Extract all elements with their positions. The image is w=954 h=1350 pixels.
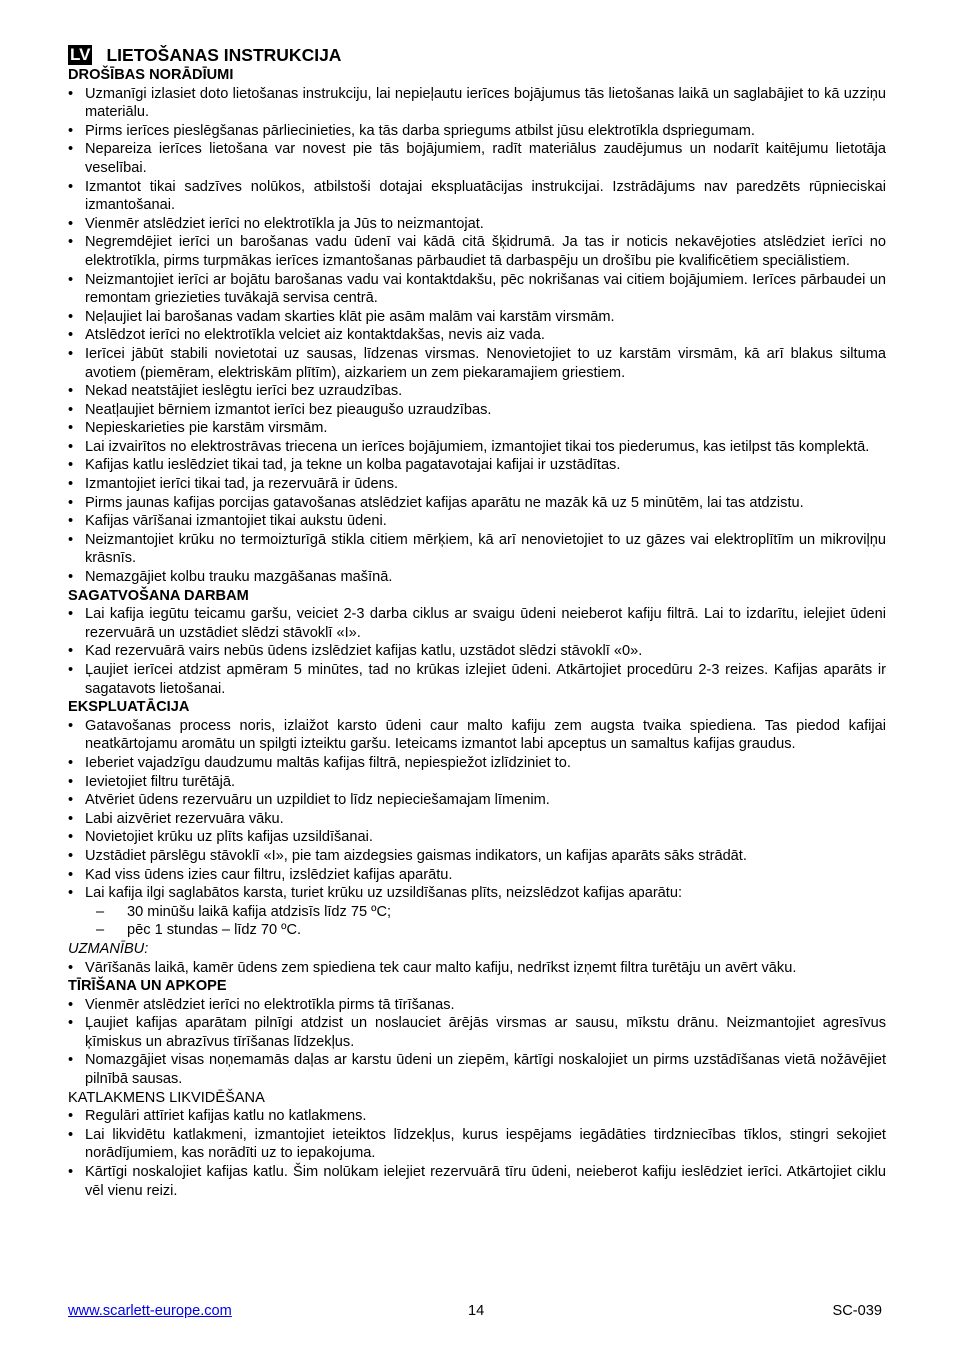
language-badge: LV — [70, 45, 91, 64]
list-item: • Kafijas vārīšanai izmantojiet tikai aukstu ūdeni. — [68, 512, 886, 531]
list-item: • Negremdējiet ierīci un barošanas vadu ūdenī vai kādā citā šķidrumā. Ja tas ir noticis nekavējoties atslēdziet ierīci no elektrotīkla, pirms turpmākas ierīces izmantošanas pārbaudiet tā darbaspēju un drošību pie kvalificētiem speciālistiem. — [68, 233, 886, 270]
section-heading-cleaning: TĪRĪŠANA UN APKOPE — [68, 978, 227, 995]
list-item: • Ļaujiet ierīcei atdzist apmēram 5 minūtes, tad no krūkas izlejiet ūdeni. Atkārtojiet procedūru 2-3 reizes. Kafijas aparāts ir sagatavots lietošanai. — [68, 661, 886, 698]
list-item: • Kad rezervuārā vairs nebūs ūdens izslēdziet kafijas katlu, uzstādot slēdzi stāvoklī «0». — [68, 642, 886, 661]
list-item: – 30 minūšu laikā kafija atdzisīs līdz 75 ºC; — [68, 903, 886, 922]
list-item: • Neizmantojiet krūku no termoizturīgā stikla citiem mērķiem, kā arī nenovietojiet to uz gāzes vai elektroplītīm un mikroviļņu krāsnīs. — [68, 531, 886, 568]
list-item: • Gatavošanas process noris, izlaižot karsto ūdeni caur malto kafiju zem augsta tvaika spiediena. Tas piedod kafijai neatkārtojamu aromātu un spilgti izteiktu garšu. Ieteicams izmantot labi apceptus un samaltus kafijas graudus. — [68, 717, 886, 754]
list-item: • Pirms ierīces pieslēgšanas pārliecinieties, ka tās darba spriegums atbilst jūsu elektrotīkla dspriegumam. — [68, 122, 886, 141]
list-item: • Lai kafija ilgi saglabātos karsta, turiet krūku uz uzsildīšanas plīts, neizslēdzot kafijas aparātu: — [68, 884, 886, 903]
list-item: • Vienmēr atslēdziet ierīci no elektrotīkla pirms tā tīrīšanas. — [68, 996, 886, 1015]
list-item: • Ierīcei jābūt stabili novietotai uz sausas, līdzenas virsmas. Nenovietojiet to uz karstām virsmām, kā arī blakus siltuma avotiem (piemēram, elektriskām plītīm), aizkariem un zem piekaramajiem griestiem. — [68, 345, 886, 382]
list-item: • Lai izvairītos no elektrostrāvas triecena un ierīces bojājumiem, izmantojiet tikai tos piederumus, kas ietilpst tās komplektā. — [68, 438, 886, 457]
list-item: • Kārtīgi noskalojiet kafijas katlu. Šim nolūkam ielejiet rezervuārā tīru ūdeni, neieberot kafiju ieslēdziet ierīci. Atkārtojiet ciklu vēl vienu reizi. — [68, 1163, 886, 1200]
list-item: • Neļaujiet lai barošanas vadam skarties klāt pie asām malām vai karstām virsmām. — [68, 308, 886, 327]
list-item: • Nekad neatstājiet ieslēgtu ierīci bez uzraudzības. — [68, 382, 886, 401]
section-heading-operation: EKSPLUATĀCIJA — [68, 699, 190, 716]
list-item: • Pirms jaunas kafijas porcijas gatavošanas atslēdziet kafijas aparātu ne mazāk kā uz 5 minūtēm, lai tas atdzistu. — [68, 494, 886, 513]
model-number: SC-039 — [832, 1303, 882, 1319]
list-item: • Ieberiet vajadzīgu daudzumu maltās kafijas filtrā, nepiespiežot izlīdziniet to. — [68, 754, 886, 773]
document-header — [68, 44, 886, 66]
list-item: • Uzstādiet pārslēgu stāvoklī «I», pie tam aizdegsies gaismas indikators, un kafijas aparāts sāks strādāt. — [68, 847, 886, 866]
list-item: • Nepieskarieties pie karstām virsmām. — [68, 419, 886, 438]
descaling-list — [68, 1107, 886, 1200]
page-number: 14 — [468, 1303, 485, 1319]
list-item: • Neizmantojiet ierīci ar bojātu barošanas vadu vai kontaktdakšu, pēc nokrišanas vai citiem bojājumiem. Ierīces pārbaudei un remontam griezieties tuvākajā servisa centrā. — [68, 271, 886, 308]
list-item: • Atvēriet ūdens rezervuāru un uzpildiet to līdz nepieciešamajam līmenim. — [68, 791, 886, 810]
preparation-list — [68, 605, 886, 698]
list-item: • Uzmanīgi izlasiet doto lietošanas instrukciju, lai nepieļautu ierīces bojājumus tās lietošanas laikā un saglabājiet to kā uzziņu materiālu. — [68, 85, 886, 122]
section-heading-safety: DROŠĪBAS NORĀDĪUMI — [68, 67, 234, 83]
operation-list — [68, 717, 886, 903]
warning-label: UZMANĪBU: — [68, 940, 149, 957]
list-item: • Lai kafija iegūtu teicamu garšu, veiciet 2-3 darba ciklus ar svaigu ūdeni neieberot kafiju filtrā. Lai to izdarītu, ielejiet ūdeni rezervuārā un uzstādiet slēdzi stāvoklī «I». — [68, 605, 886, 642]
list-item: • Ievietojiet filtru turētājā. — [68, 773, 886, 792]
list-item: • Neatļaujiet bērniem izmantot ierīci bez pieaugušo uzraudzības. — [68, 401, 886, 420]
list-item: • Kafijas katlu ieslēdziet tikai tad, ja tekne un kolba pagatavotajai kafijai ir uzstādītas. — [68, 456, 886, 475]
list-item: • Labi aizvēriet rezervuāra vāku. — [68, 810, 886, 829]
list-item: • Nemazgājiet kolbu trauku mazgāšanas mašīnā. — [68, 568, 886, 587]
operation-sub-list — [68, 903, 886, 940]
list-item: • Lai likvidētu katlakmeni, izmantojiet ieteiktos līdzekļus, kurus iespējams iegādāties tirdzniecības tīklos, stingri sekojiet norādījumiem, kas norādīti uz to iepakojuma. — [68, 1126, 886, 1163]
section-heading-descaling: KATLAKMENS LIKVIDĒŠANA — [68, 1089, 265, 1106]
list-item: • Nomazgājiet visas noņemamās daļas ar karstu ūdeni un ziepēm, kārtīgi noskalojiet un pirms uzstādīšanas vietā nožāvējiet pilnībā sausas. — [68, 1051, 886, 1088]
list-item: • Ļaujiet kafijas aparātam pilnīgi atdzist un noslauciet ārējās virsmas ar sausu, mīkstu drānu. Neizmantojiet agresīvus ķīmiskus un abrazīvus tīrīšanas līdzekļus. — [68, 1014, 886, 1051]
list-item: • Regulāri attīriet kafijas katlu no katlakmens. — [68, 1107, 886, 1126]
page-footer — [68, 1303, 882, 1323]
list-item: • Novietojiet krūku uz plīts kafijas uzsildīšanai. — [68, 828, 886, 847]
list-item: • Izmantojiet ierīci tikai tad, ja rezervuārā ir ūdens. — [68, 475, 886, 494]
safety-list — [68, 85, 886, 587]
list-item: • Atslēdzot ierīci no elektrotīkla velciet aiz kontaktdakšas, nevis aiz vada. — [68, 326, 886, 345]
list-item: • Nepareiza ierīces lietošana var novest pie tās bojājumiem, radīt materiālus zaudējumus un nodarīt kaitējumu lietotāja veselībai. — [68, 140, 886, 177]
list-item: • Vienmēr atslēdziet ierīci no elektrotīkla ja Jūs to neizmantojat. — [68, 215, 886, 234]
document-title: LIETOŠANAS INSTRUKCIJA — [106, 44, 342, 65]
warning-list — [68, 959, 886, 978]
website-link[interactable]: www.scarlett-europe.com — [68, 1303, 232, 1319]
list-item: • Izmantot tikai sadzīves nolūkos, atbilstoši dotajai ekspluatācijas instrukcijai. Izstrādājums nav paredzēts rūpnieciskai izmantošanai. — [68, 178, 886, 215]
list-item: • Kad viss ūdens izies caur filtru, izslēdziet kafijas aparātu. — [68, 866, 886, 885]
list-item: • Vārīšanās laikā, kamēr ūdens zem spiediena tek caur malto kafiju, nedrīkst izņemt filtra turētāju un avērt vāku. — [68, 959, 886, 978]
document-body — [68, 44, 886, 1200]
list-item: – pēc 1 stundas – līdz 70 ºC. — [68, 921, 886, 940]
section-heading-preparation: SAGATVOŠANA DARBAM — [68, 587, 249, 604]
cleaning-list — [68, 996, 886, 1089]
